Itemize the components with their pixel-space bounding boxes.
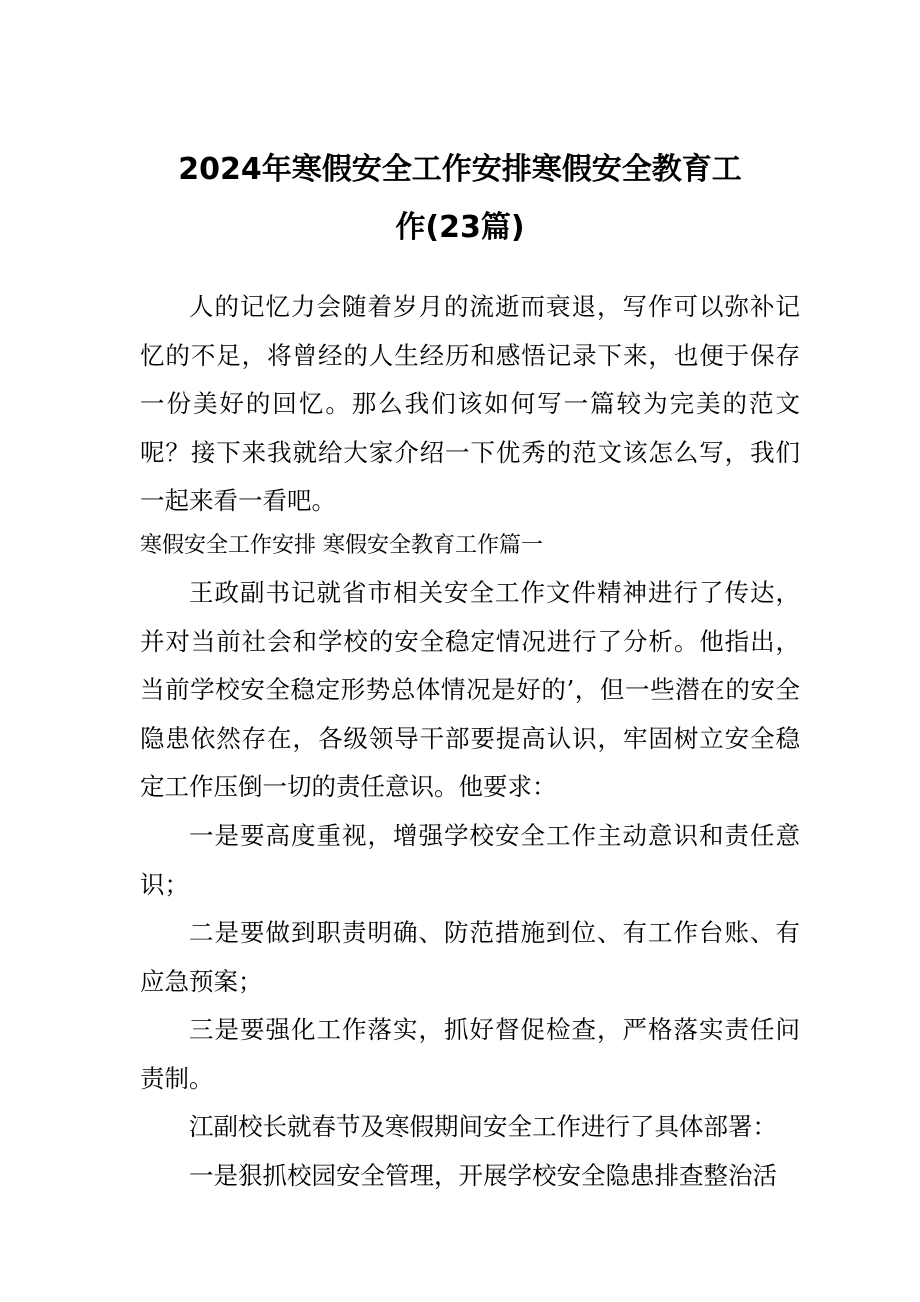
body-paragraph-3: 二是要做到职责明确、防范措施到位、有工作台账、有应急预案； <box>140 918 800 996</box>
body-paragraph-4: 三是要强化工作落实，抓好督促检查，严格落实责任问责制。 <box>140 1015 800 1093</box>
body-paragraph-2: 一是要高度重视，增强学校安全工作主动意识和责任意识； <box>140 821 800 899</box>
document-title-line-2: 作(23篇) <box>395 210 525 245</box>
body-paragraph-1: 王政副书记就省市相关安全工作文件精神进行了传达，并对当前社会和学校的安全稳定情况进行了分析。他指出，当前学校安全稳定形势总体情况是好的’，但一些潜在的安全隐患依然存在，各级领导干部要提高认识，牢固树立安全稳定工作压倒一切的责任意识。他要求： <box>140 578 800 801</box>
body-paragraph-6: 一是狠抓校园安全管理，开展学校安全隐患排查整治活 <box>189 1161 777 1190</box>
body-paragraph-5: 江副校长就春节及寒假期间安全工作进行了具体部署： <box>189 1112 777 1141</box>
document-title-line-1: 2024年寒假安全工作安排寒假安全教育工 <box>178 152 742 187</box>
section-heading: 寒假安全工作安排 寒假安全教育工作篇一 <box>140 533 543 558</box>
intro-paragraph: 人的记忆力会随着岁月的流逝而衰退，写作可以弥补记忆的不足，将曾经的人生经历和感悟记录下来，也便于保存一份美好的回忆。那么我们该如何写一篇较为完美的范文呢？接下来我就给大家介绍一下优秀的范文该怎么写，我们一起来看一看吧。 <box>140 292 800 515</box>
